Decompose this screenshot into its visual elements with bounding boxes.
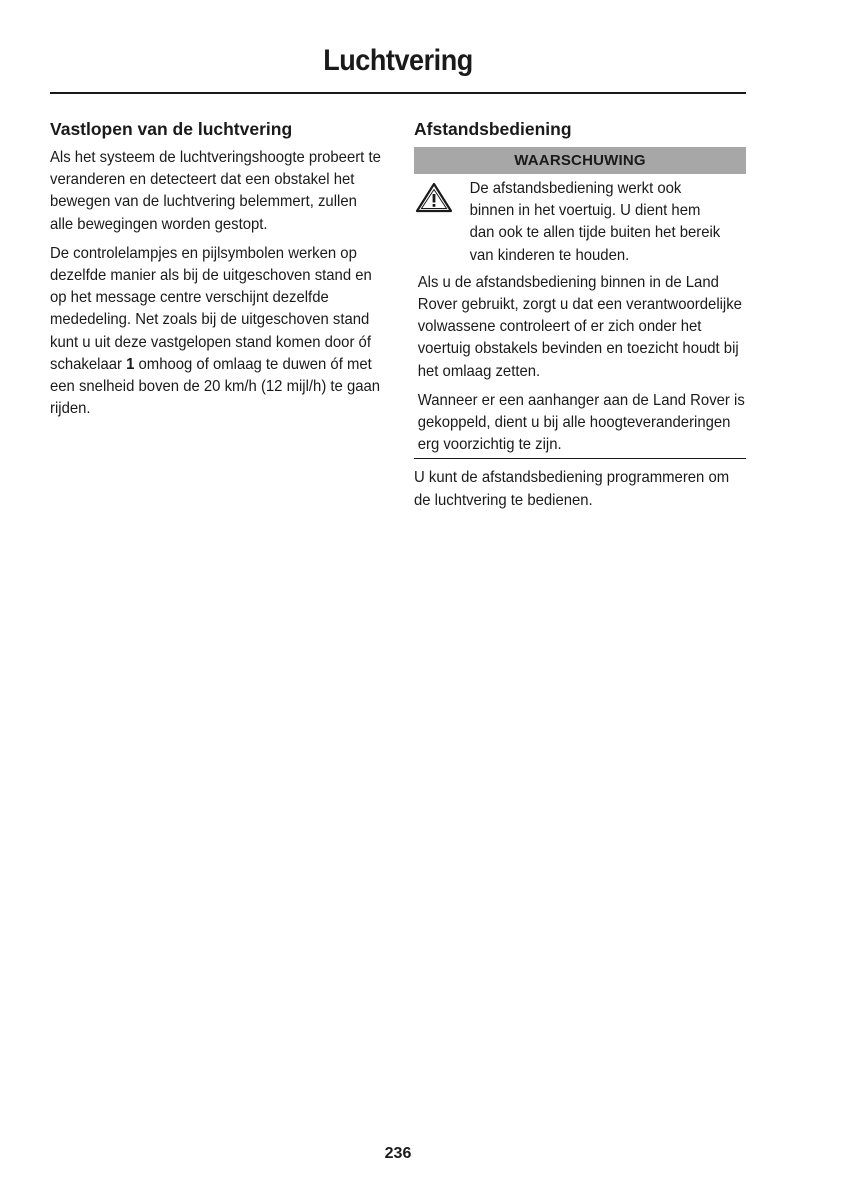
right-text-block: [414, 467, 744, 511]
warning-continued: [414, 272, 748, 457]
right-column: [414, 118, 746, 519]
paragraph: Als het systeem de luchtveringshoogte probeert te veranderen en detecteert dat een obstakel het bewegen van de luchtvering belemmert, zullen alle bewegingen worden gestopt.: [50, 149, 381, 233]
switch-reference: 1: [126, 355, 135, 373]
section-heading-afstandsbediening: Afstandsbediening: [414, 119, 572, 139]
section-heading-vastlopen: Vastlopen van de luchtvering: [50, 119, 293, 139]
title-divider: [50, 92, 746, 94]
paragraph: Als u de afstandsbediening binnen in de Land Rover gebruikt, zorgt u dat een verantwoordelijke volwassene controleert of er zich onder het voertuig obstakels bevinden en toezicht houdt bij het omlaag zetten.: [417, 273, 742, 380]
paragraph-text: De controlelampjes en pijlsymbolen werken op dezelfde manier als bij de uitgeschoven stand en op het message centre verschijnt dezelfde mededeling. Net zoals bij de uitgeschoven stand kunt u uit deze vastgelopen stand komen door óf schakelaar: [50, 244, 372, 373]
paragraph-text: omhoog of omlaag te duwen óf met een snelheid boven de 20 km/h (12 mijl/h) te gaan rijden.: [50, 355, 381, 418]
paragraph: [50, 243, 383, 421]
warning-text: De afstandsbediening werkt ook binnen in het voertuig. U dient hem dan ook te allen tijde buiten het bereik van kinderen te houden.: [469, 180, 721, 264]
warning-label: WAARSCHUWING: [414, 147, 746, 174]
warning-triangle-icon: [414, 178, 464, 270]
paragraph: Wanneer er een aanhanger aan de Land Rover is gekoppeld, dient u bij alle hoogteveranderingen erg voorzichtig te zijn.: [417, 391, 745, 454]
left-column: [50, 118, 385, 427]
paragraph: U kunt de afstandsbediening programmeren om de luchtvering te bedienen.: [414, 469, 730, 509]
warning-text-block: [464, 178, 726, 270]
warning-box: [414, 174, 746, 270]
page-title: Luchtvering: [323, 44, 473, 77]
warning-end-divider: [414, 458, 746, 459]
left-text-block: [50, 147, 383, 420]
page-number: 236: [384, 1145, 412, 1162]
